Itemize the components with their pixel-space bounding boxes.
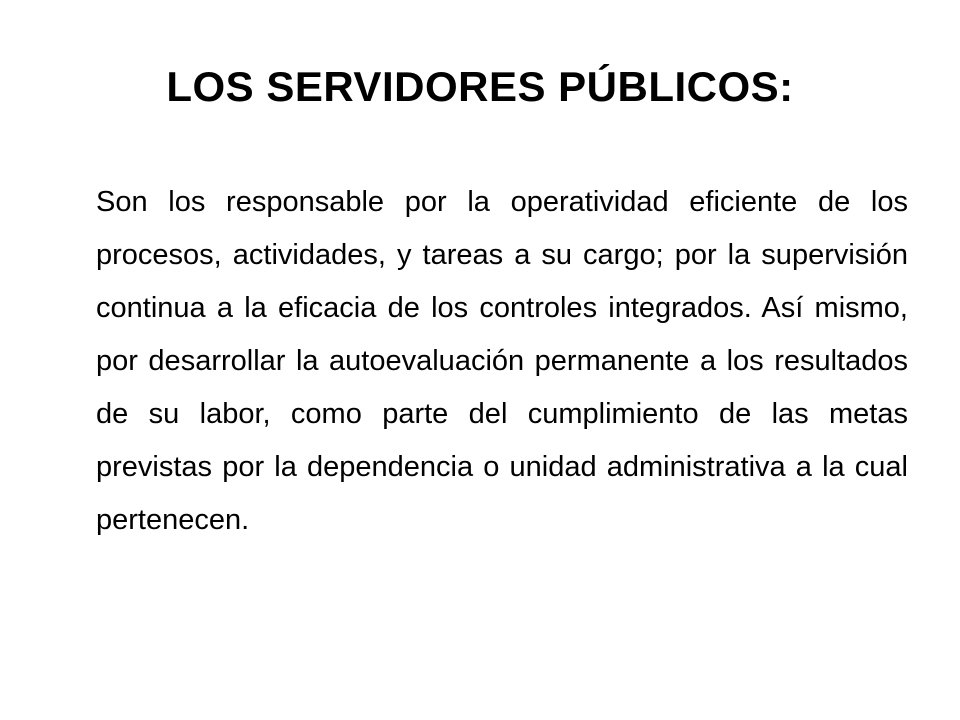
body-paragraph: Son los responsable por la operatividad eficiente de los procesos, actividades, y tareas a su cargo; por la supervisión continua a la eficacia de los controles integrados. Así mismo, por desarrollar la autoevaluación permanente a los resultados de su labor, como parte del cumplimiento de las metas previstas por la dependencia o unidad administrativa a la cual pertenecen. xyxy=(96,186,908,536)
slide-body xyxy=(96,176,908,547)
slide-title: LOS SERVIDORES PÚBLICOS: xyxy=(166,63,794,110)
